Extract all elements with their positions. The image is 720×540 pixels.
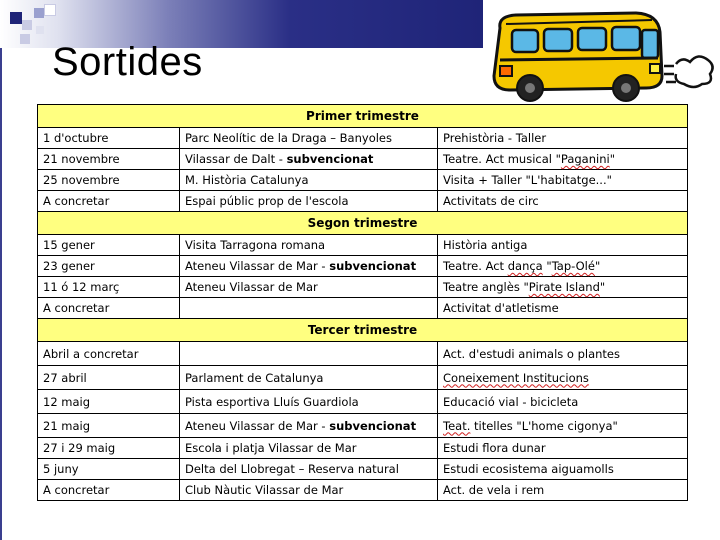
- activity-text: Estudi flora dunar: [443, 441, 546, 455]
- place-text: Club Nàutic Vilassar de Mar: [185, 483, 344, 497]
- place-cell: [180, 298, 438, 319]
- date-cell: 27 abril: [38, 366, 180, 390]
- table-row: [38, 480, 688, 501]
- slide-left-rule: [0, 0, 2, 540]
- table-row: [38, 342, 688, 366]
- activity-text: Teatre anglès ": [443, 280, 529, 294]
- subsidized-label: subvencionat: [329, 418, 417, 433]
- date-cell: 21 novembre: [38, 149, 180, 170]
- place-text: Espai públic prop de l'escola: [185, 194, 349, 208]
- activity-cell: [438, 298, 688, 319]
- activity-cell: [438, 390, 688, 414]
- place-cell: [180, 414, 438, 438]
- table-row: [38, 390, 688, 414]
- place-cell: [180, 459, 438, 480]
- place-text: Vilassar de Dalt -: [185, 152, 287, 166]
- place-text: Delta del Llobregat – Reserva natural: [185, 462, 399, 476]
- exhaust-cloud-icon: [664, 56, 713, 87]
- activity-cell: [438, 277, 688, 298]
- activity-text: dança: [507, 259, 543, 273]
- section-header: Segon trimestre: [38, 212, 688, 235]
- activity-cell: [438, 459, 688, 480]
- table-row: [38, 414, 688, 438]
- deco-square: [44, 4, 56, 16]
- activity-cell: [438, 256, 688, 277]
- table-row: [38, 366, 688, 390]
- table-row: [38, 298, 688, 319]
- place-text: Parc Neolític de la Draga – Banyoles: [185, 131, 392, 145]
- activity-cell: [438, 414, 688, 438]
- date-cell: 1 d'octubre: [38, 128, 180, 149]
- section-header: Tercer trimestre: [38, 319, 688, 342]
- activity-text: Prehistòria - Taller: [443, 131, 547, 145]
- table-row: [38, 459, 688, 480]
- date-cell: A concretar: [38, 480, 180, 501]
- table-row: [38, 277, 688, 298]
- activity-cell: [438, 235, 688, 256]
- page-title: Sortides: [52, 40, 203, 84]
- activity-cell: [438, 480, 688, 501]
- place-cell: [180, 128, 438, 149]
- place-text: Escola i platja Vilassar de Mar: [185, 441, 357, 455]
- place-text: Visita Tarragona romana: [185, 238, 326, 252]
- table-row: [38, 128, 688, 149]
- activity-cell: [438, 170, 688, 191]
- table-row: [38, 438, 688, 459]
- deco-square: [10, 12, 22, 24]
- activity-text: Activitat d'atletisme: [443, 301, 559, 315]
- activity-text: Paganini: [560, 152, 610, 166]
- date-cell: 5 juny: [38, 459, 180, 480]
- activity-text: ": [599, 280, 606, 294]
- table-row: [38, 191, 688, 212]
- activity-text: Tap-Olé: [551, 259, 595, 273]
- date-cell: 15 gener: [38, 235, 180, 256]
- section-header-row: [38, 319, 688, 342]
- activity-text: Teat.: [443, 418, 471, 433]
- section-header-row: [38, 105, 688, 128]
- place-cell: [180, 342, 438, 366]
- date-cell: 23 gener: [38, 256, 180, 277]
- date-cell: 27 i 29 maig: [38, 438, 180, 459]
- place-text: Ateneu Vilassar de Mar -: [185, 259, 330, 273]
- date-cell: 12 maig: [38, 390, 180, 414]
- date-cell: 21 maig: [38, 414, 180, 438]
- deco-square: [22, 20, 32, 30]
- activity-text: Activitats de circ: [443, 194, 539, 208]
- place-cell: [180, 438, 438, 459]
- section-header-row: [38, 212, 688, 235]
- activity-text: Teatre. Act musical ": [443, 152, 561, 166]
- place-cell: [180, 480, 438, 501]
- date-cell: A concretar: [38, 191, 180, 212]
- bus-icon: [494, 13, 662, 101]
- place-text: M. Història Catalunya: [185, 173, 309, 187]
- place-text: Parlament de Catalunya: [185, 370, 324, 385]
- activity-text: ": [609, 152, 615, 166]
- subsidized-label: subvencionat: [286, 152, 374, 166]
- place-text: Ateneu Vilassar de Mar: [185, 280, 318, 294]
- activity-cell: [438, 342, 688, 366]
- activity-text: Act. de vela i rem: [443, 483, 545, 497]
- activity-text: Estudi ecosistema aiguamolls: [443, 462, 614, 476]
- place-cell: [180, 277, 438, 298]
- place-cell: [180, 235, 438, 256]
- date-cell: Abril a concretar: [38, 342, 180, 366]
- table-row: [38, 256, 688, 277]
- deco-square: [34, 8, 44, 18]
- place-cell: [180, 256, 438, 277]
- activity-cell: [438, 128, 688, 149]
- subsidized-label: subvencionat: [329, 259, 417, 273]
- date-cell: 11 ó 12 març: [38, 277, 180, 298]
- table-row: [38, 170, 688, 191]
- place-text: Pista esportiva Lluís Guardiola: [185, 394, 359, 409]
- activity-text: titelles "L'home cigonya": [470, 418, 618, 433]
- place-cell: [180, 366, 438, 390]
- date-cell: A concretar: [38, 298, 180, 319]
- activity-cell: [438, 438, 688, 459]
- activity-cell: [438, 149, 688, 170]
- activity-text: ": [542, 259, 552, 273]
- place-text: Ateneu Vilassar de Mar -: [185, 418, 330, 433]
- deco-square: [20, 34, 30, 44]
- date-cell: 25 novembre: [38, 170, 180, 191]
- trips-table: [37, 104, 688, 501]
- activity-cell: [438, 191, 688, 212]
- deco-square: [36, 26, 44, 34]
- place-cell: [180, 390, 438, 414]
- school-bus-illustration: [486, 8, 718, 104]
- activity-text: ": [594, 259, 601, 273]
- activity-text: Teatre. Act: [443, 259, 508, 273]
- activity-text: Visita + Taller "L'habitatge...": [443, 173, 612, 187]
- activity-text: Història antiga: [443, 238, 528, 252]
- table-row: [38, 149, 688, 170]
- activity-cell: [438, 366, 688, 390]
- activity-text: Educació vial - bicicleta: [443, 394, 579, 409]
- activity-text: Act. d'estudi animals o plantes: [443, 346, 621, 361]
- table-row: [38, 235, 688, 256]
- section-header: Primer trimestre: [38, 105, 688, 128]
- activity-text: Pirate Island: [528, 280, 600, 294]
- place-cell: [180, 170, 438, 191]
- place-cell: [180, 191, 438, 212]
- place-cell: [180, 149, 438, 170]
- activity-text: Coneixement Institucions: [443, 370, 589, 385]
